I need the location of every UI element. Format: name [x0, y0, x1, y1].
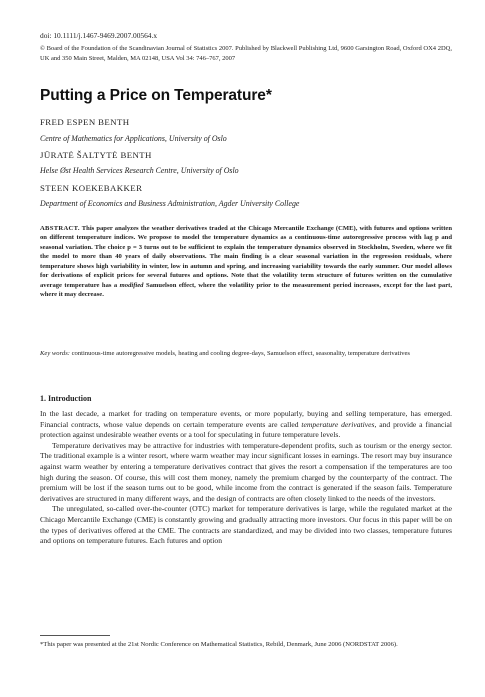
abstract-label: ABSTRACT. — [40, 225, 80, 232]
author-name: STEEN KOEKEBAKKER — [40, 183, 143, 193]
abstract-text: Samuelson effect, where the volatility prior to the measurement period increases, except for the last part, where it may decrease. — [40, 281, 452, 299]
author-name: JŪRATĖ ŠALTYTĖ BENTH — [40, 150, 152, 160]
keywords — [40, 349, 452, 359]
abstract-emphasis: modified — [119, 281, 144, 289]
footnote: *This paper was presented at the 21st Nordic Conference on Mathematical Statistics, Rebild, Denmark, June 2006 (NORDSTAT 2006). — [40, 641, 398, 648]
section-heading: 1. Introduction — [40, 394, 92, 403]
body-text — [40, 409, 452, 547]
author-name: FRED ESPEN BENTH — [40, 117, 130, 127]
keywords-text: continuous-time autoregressive models, heating and cooling degree-days, Samuelson effect, seasonality, temperature derivatives — [69, 350, 411, 357]
doi-line: doi: 10.1111/j.1467-9469.2007.00564.x — [40, 31, 158, 40]
abstract — [40, 224, 452, 300]
paragraph-text: In the last decade, a market for trading on temperature events, or more popularly, buying and selling temperature, has emerged. Financial contracts, whose value depends on certain temperature events are called — [40, 409, 452, 429]
author-affiliation: Department of Economics and Business Administration, Agder University College — [40, 199, 300, 208]
footnote-rule — [40, 635, 110, 636]
paragraph — [40, 409, 452, 441]
article-title: Putting a Price on Temperature* — [40, 87, 272, 104]
paragraph-emphasis: temperature derivatives — [301, 419, 375, 429]
abstract-text: This paper analyzes the weather derivatives traded at the Chicago Mercantile Exchange (CME), with futures and options written on different temperature indices. We propose to model the temperature dynamics as a continuous-time autoregressive process with lag p and seasonal variation. The choice p = 3 turns out to be sufficient to explain the temperature dynamics observed in Stockholm, Sweden, where we fit the model to more than 40 years of daily observations. The main finding is a clear seasonal variation in the regression residuals, where temperature shows high variability in winter, low in autumn and spring, and increasing variability towards the early summer. Our model allows for derivations of explicit prices for several futures and options. Note that the volatility term structure of futures written on the cumulative average temperature has a — [40, 225, 452, 289]
paragraph: The unregulated, so-called over-the-counter (OTC) market for temperature derivatives is large, while the regulated market at the Chicago Mercantile Exchange (CME) is constantly growing and gradually attracting more investors. Our focus in this paper will be on the types of derivatives offered at the CME. The contracts are standardized, and may be divided into two classes, temperature futures and options on temperature futures. Each futures and option — [40, 504, 452, 546]
author-affiliation: Helse Øst Health Services Research Centre, University of Oslo — [40, 166, 239, 175]
paragraph-text: , and provide a financial protection against undesirable weather events or a tool for speculating in future temperature levels. — [40, 419, 452, 440]
author-affiliation: Centre of Mathematics for Applications, University of Oslo — [40, 134, 227, 143]
copyright-notice: © Board of the Foundation of the Scandinavian Journal of Statistics 2007. Published by Blackwell Publishing Ltd, 9600 Garsington Road, Oxford OX4 2DQ, UK and 350 Main Street, Malden, MA 02148, USA Vol 34: 746–767, 2007 — [40, 45, 452, 62]
paragraph: Temperature derivatives may be attractive for industries with temperature-dependent profits, such as tourism or the energy sector. The traditional example is a winter resort, where warm weather may incur significant losses in earnings. The resort may buy insurance against warm weather by entering a temperature derivatives contract that gives the resort a compensation if the temperatures are too high during the season. Of course, this will cost them money, namely the premium charged by the counterparty of the contract. The premium will be lost if the season turns out to be good, while income from the contract is generated if the season fails. Temperature derivatives are structured in many different ways, and the design of contracts are often closely linked to the needs of the investors. — [40, 440, 452, 503]
keywords-label: Key words: — [40, 350, 70, 357]
